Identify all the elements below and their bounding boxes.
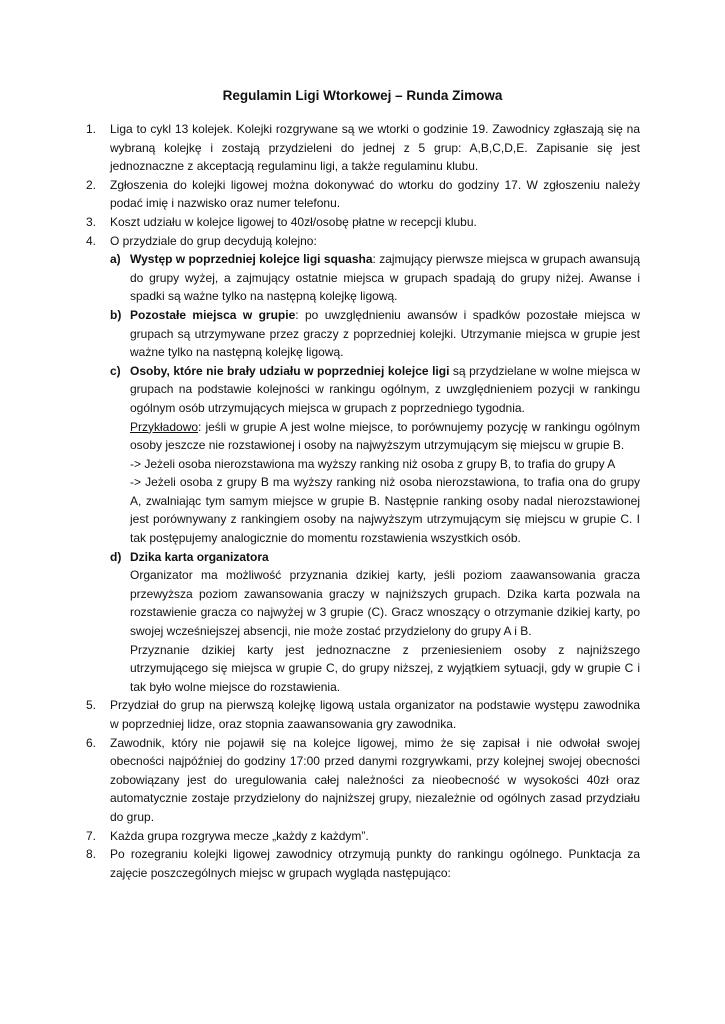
rule-number: 2. [86, 177, 97, 192]
example-label: Przykładowo [130, 419, 199, 434]
rule-3 [86, 213, 640, 232]
rule-2 [86, 176, 640, 213]
rule-7 [86, 827, 640, 846]
sub-body: : zajmujący pierwsze miejsca w grupach awansują do grupy wyżej, a zajmujący ostatnie miejsca w grupach spadają do grupy niżej. Awanse i spadki są ważne tylko na następną kolejkę ligową. [130, 252, 640, 304]
sub-heading-line [130, 548, 640, 567]
rule-6 [86, 734, 640, 827]
rule-text: Każda grupa rozgrywa mecze „każdy z każdym”. [110, 828, 369, 843]
rule-4a [110, 250, 640, 306]
rule-number: 1. [86, 122, 97, 136]
example-text [130, 418, 640, 455]
rule-text: Po rozegraniu kolejki ligowej zawodnicy otrzymują punkty do rankingu ogólnego. Punktacja za zajęcie poszczególnych miejsc w grupach wygląda następująco: [110, 847, 640, 880]
rule-5 [86, 696, 640, 733]
sub-heading: Występ w poprzedniej kolejce ligi squasha [130, 252, 373, 267]
rule-text: Zawodnik, który nie pojawił się na kolejce ligowej, mimo że się zapisał i nie odwołał swojej obecności najpóźniej do godziny 17:00 przed danymi rozgrywkami, przy kolejnej swojej obecności zobowiązany jest do uregulowania całej należności za nieobecność w wysokości 40zł oraz automatycznie zostaje przydzielony do najniższej grupy, niezależnie od ogólnych zasad przydziału do grup. [110, 735, 640, 824]
rule-4c [110, 362, 640, 548]
sub-body: są przydzielane w wolne miejsca w grupach na podstawie kolejności w rankingu ogólnym, z uwzględnieniem pozycji w rankingu ogólnym osób utrzymujących miejsca w grupach z poprzedniego tygodnia. [130, 363, 640, 415]
sub-heading: Dzika karta organizatora [130, 549, 269, 564]
sub-text [130, 362, 640, 418]
page-title: Regulamin Ligi Wtorkowej – Runda Zimowa [222, 88, 503, 103]
rule-number: 5. [86, 698, 97, 713]
sub-label: a) [110, 252, 121, 267]
rule-text: Liga to cykl 13 kolejek. Kolejki rozgrywane są we wtorki o godzinie 19. Zawodnicy zgłaszają się na wybraną kolejkę i zostają przydzieleni do jednej z 5 grup: A,B,C,D,E. Zapisanie się jest jednoznaczne z akceptacją regulaminu ligi, a także regulaminu klubu. [110, 122, 640, 174]
rule-number: 4. [86, 233, 97, 248]
rule-4b [110, 306, 640, 362]
rules-list [86, 120, 640, 882]
sub-label: b) [110, 307, 122, 322]
wildcard-paragraph-2: Przyznanie dzikiej karty jest jednoznaczne z przeniesieniem osoby z najniższego utrzymującego się miejsca w grupie C, do grupy niższej, z wyjątkiem sytuacji, gdy w grupie C i tak było wolne miejsce do rozstawienia. [130, 642, 640, 694]
rule-4d [110, 548, 640, 697]
sub-text [130, 250, 640, 306]
example-body: : jeśli w grupie A jest wolne miejsce, to porównujemy pozycję w rankingu ogólnym osoby jeszcze nie rozstawionej i osoby na najwyższym utrzymującym się miejscu w grupie B. [130, 419, 640, 453]
sub-heading: Pozostałe miejsca w grupie [130, 307, 296, 322]
rule-number: 3. [86, 214, 97, 229]
rule-text: Przydział do grup na pierwszą kolejkę ligową ustala organizator na podstawie występu zawodnika w poprzedniej lidze, oraz stopnia zaawansowania gry zawodnika. [110, 698, 640, 731]
sub-body: : po uwzględnieniu awansów i spadków pozostałe miejsca w grupach są utrzymywane przez graczy z poprzedniej kolejki. Utrzymanie miejsca w grupie jest ważne tylko na następną kolejkę ligową. [130, 307, 640, 360]
rule-number: 8. [86, 847, 97, 862]
rule-text: Zgłoszenia do kolejki ligowej można dokonywać do wtorku do godziny 17. W zgłoszeniu należy podać imię i nazwisko oraz numer telefonu. [110, 177, 640, 211]
rule-text: Koszt udziału w kolejce ligowej to 40zł/osobę płatne w recepcji klubu. [110, 214, 477, 229]
rule-4 [86, 232, 640, 697]
sub-heading: Osoby, które nie brały udziału w poprzedniej kolejce ligi [130, 363, 450, 378]
rule-text: O przydziale do grup decydują kolejno: [110, 233, 317, 248]
sub-text [130, 306, 640, 362]
wildcard-paragraph-1: Organizator ma możliwość przyznania dzikiej karty, jeśli poziom zaawansowania gracza przewyższa poziom zawansowania graczy w najniższych grupach. Dzika karta pozwala na rozstawienie gracza co najwyżej w 3 grupie (C). Gracz wnoszący o otrzymanie dzikiej karty, po swojej wcześniejszej absencji, nie może zostać przydzielony do grupy A i B. [130, 568, 640, 639]
example-case-2: -> Jeżeli osoba z grupy B ma wyższy ranking niż osoba nierozstawiona, to trafia ona do grupy A, zwalniając tym samym miejsce w grupie B. Następnie ranking osoby nadal nierozstawionej jest porównywany z rankingiem osoby na najwyższym utrzymującym się miejscu w grupie C. I tak postępujemy analogicznie do momentu rozstawienia wszystkich osób. [130, 475, 640, 546]
rule-8 [86, 845, 640, 882]
rule-number: 7. [86, 828, 97, 843]
rule-1 [86, 120, 640, 176]
rule-number: 6. [86, 735, 97, 750]
example-case-1: -> Jeżeli osoba nierozstawiona ma wyższy ranking niż osoba z grupy B, to trafia do grupy A [130, 456, 616, 471]
sub-label: c) [110, 363, 121, 378]
sub-label: d) [110, 549, 122, 564]
